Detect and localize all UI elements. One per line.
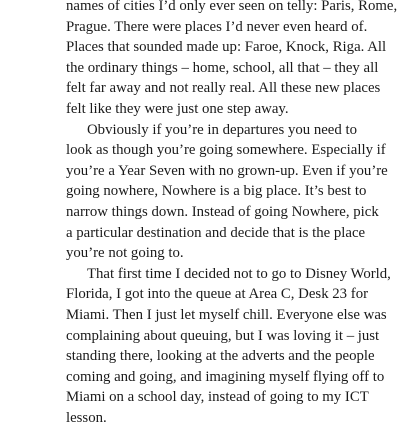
paragraph-start-line: That first time I decided not to go to Disney World, <box>87 265 391 282</box>
text-line: lesson. <box>66 409 107 426</box>
text-line: look as though you’re going somewhere. Especially if <box>66 142 386 159</box>
text-line: going nowhere, Nowhere is a big place. It’s best to <box>66 183 367 200</box>
text-line: Miami. Then I just let myself chill. Everyone else was <box>66 306 387 323</box>
text-line: you’re not going to. <box>66 245 184 262</box>
text-line: coming and going, and imagining myself flying off to <box>66 368 385 385</box>
paragraph-start-line: Obviously if you’re in departures you need to <box>87 121 357 138</box>
text-line: felt like they were just one step away. <box>66 100 289 117</box>
text-line: complaining about queuing, but I was loving it – just <box>66 327 380 344</box>
text-line: names of cities I’d only ever seen on telly: Paris, Rome, <box>66 0 398 14</box>
text-line: felt far away and not really real. All these new places <box>66 80 381 97</box>
text-line: you’re a Year Seven with no grown-up. Even if you’re <box>66 162 388 179</box>
text-line: the ordinary things – home, school, all that – they all <box>66 59 379 76</box>
text-line: Prague. There were places I’d never even heard of. <box>66 18 368 35</box>
text-line: standing there, looking at the adverts and the people <box>66 348 375 365</box>
text-line: narrow things down. Instead of going Nowhere, pick <box>66 203 379 220</box>
text-line: a particular destination and decide that is the place <box>66 224 366 241</box>
text-line: Florida, I got into the queue at Area C, Desk 23 for <box>66 286 369 303</box>
text-line: Miami on a school day, instead of going to my ICT <box>66 389 369 406</box>
text-line: Places that sounded made up: Faroe, Knock, Riga. All <box>66 39 387 56</box>
